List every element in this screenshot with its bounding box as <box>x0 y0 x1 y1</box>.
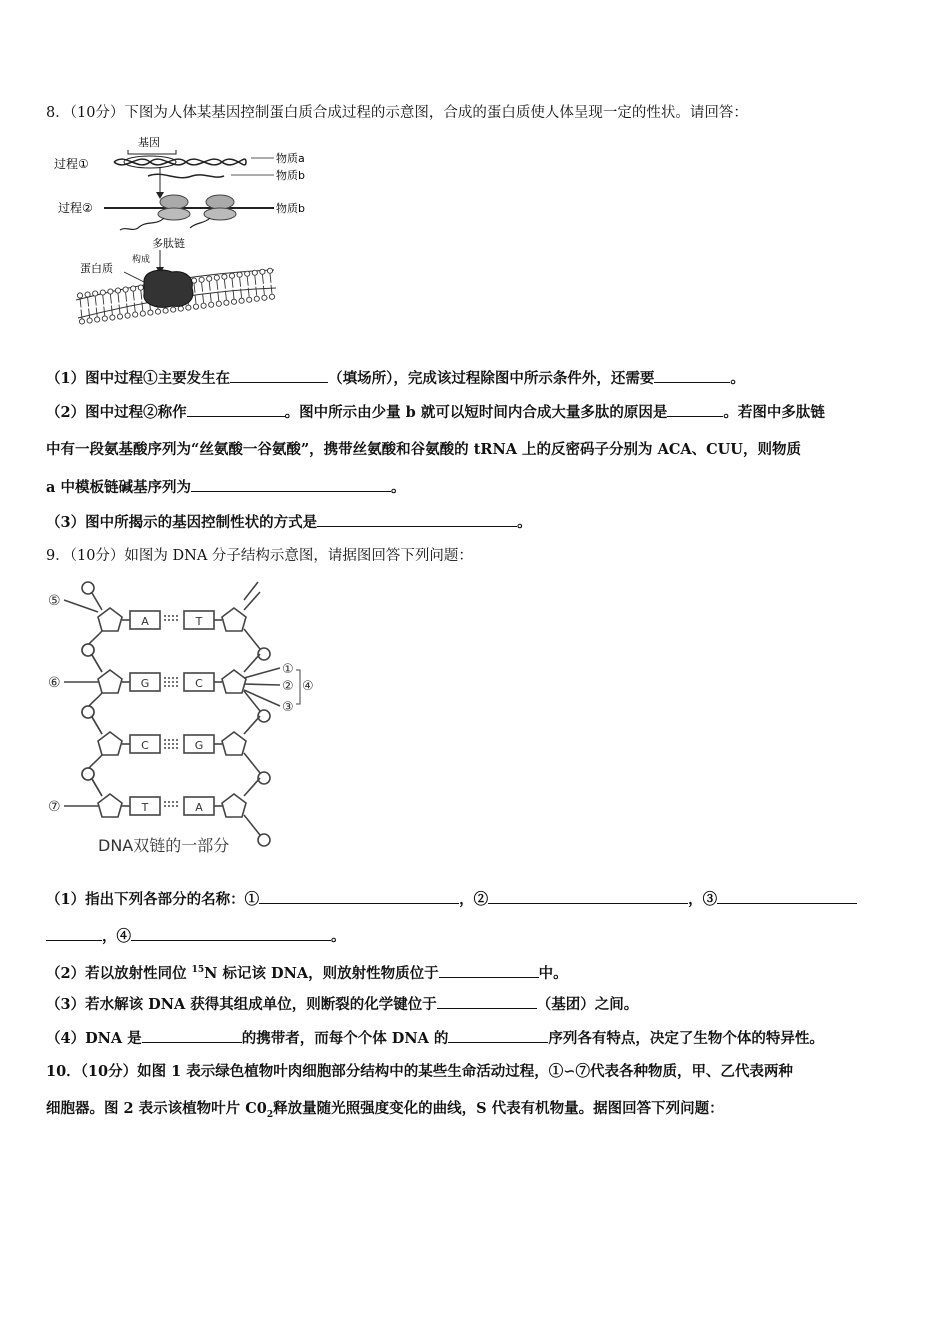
phosphate-left <box>82 706 94 718</box>
phospholipid-head <box>163 308 168 313</box>
blank-q9-5[interactable] <box>439 963 539 978</box>
phospholipid-head <box>100 290 105 295</box>
q8-sub2-line1: （2）图中过程②称作 。图中所示由少量 b 就可以短时间内合成大量多肽的原因是 。若图中多肽链 <box>46 404 825 421</box>
phospholipid-head <box>224 300 229 305</box>
marker-right: ③ <box>282 700 294 715</box>
phospholipid-head <box>245 271 250 276</box>
phosphate-left <box>82 582 94 594</box>
phospholipid-head <box>117 314 122 319</box>
blank-q9-3b[interactable] <box>46 926 102 941</box>
phospholipid-head <box>199 277 204 282</box>
gene-label: 基因 <box>138 136 160 149</box>
marker-left: ⑤ <box>48 593 61 609</box>
deoxyribose-right <box>222 670 246 693</box>
phospholipid-head <box>95 317 100 322</box>
ribosome-2 <box>206 195 234 209</box>
phospholipid-head <box>269 294 274 299</box>
base-right: G <box>194 739 204 752</box>
phospholipid-head <box>267 268 272 273</box>
phospholipid-head <box>254 296 259 301</box>
base-right: T <box>195 615 203 628</box>
substance-b-label-2: 物质b <box>276 202 305 215</box>
phospholipid-head <box>108 289 113 294</box>
phospholipid-head <box>115 288 120 293</box>
compose-label: 构成 <box>132 255 151 265</box>
phospholipid-head <box>148 310 153 315</box>
q8-sub1: （1）图中过程①主要发生在 （填场所），完成该过程除图中所示条件外，还需要 。 <box>46 370 745 387</box>
q9-sub3: （3）若水解该 DNA 获得其组成单位，则断裂的化学键位于 （基团）之间。 <box>46 996 639 1013</box>
blank-q8-1a[interactable] <box>230 368 328 383</box>
phospholipid-head <box>229 273 234 278</box>
phospholipid-head <box>231 299 236 304</box>
dna-caption: DNA双链的一部分 <box>98 836 230 855</box>
q9-sub2: （2）若以放射性同位 $^{15}$N 标记该 DNA，则放射性物质位于 中。 <box>46 964 568 982</box>
phospholipid-head <box>222 274 227 279</box>
blank-q9-1[interactable] <box>259 889 459 904</box>
marker-left: ⑥ <box>48 675 61 691</box>
phospholipid-head <box>201 303 206 308</box>
q10-line1: 10．（10分）如图 1 表示绿色植物叶肉细胞部分结构中的某些生命活动过程，①∽⑦代表各种物质，甲、乙代表两种 <box>46 1063 793 1080</box>
phospholipid-head <box>216 301 221 306</box>
blank-q9-8[interactable] <box>448 1028 548 1043</box>
deoxyribose-right <box>222 608 246 631</box>
phospholipid-head <box>93 291 98 296</box>
blank-q8-2b[interactable] <box>667 402 723 417</box>
phospholipid-head <box>155 309 160 314</box>
phosphate-left <box>82 644 94 656</box>
phospholipid-head <box>131 286 136 291</box>
substance-b-label-1: 物质b <box>276 169 305 182</box>
marker-right: ① <box>282 662 294 677</box>
phosphate-left <box>82 768 94 780</box>
polypeptide-label: 多肽链 <box>152 237 185 250</box>
phospholipid-head <box>171 307 176 312</box>
base-right: A <box>195 801 203 814</box>
deoxyribose-left <box>98 608 122 631</box>
q9-sub1-line2: ，④ 。 <box>46 926 346 947</box>
blank-q8-1b[interactable] <box>654 368 730 383</box>
deoxyribose-right <box>222 732 246 755</box>
q8-header: 8．（10分）下图为人体某基因控制蛋白质合成过程的示意图，合成的蛋白质使人体呈现一定的性状。请回答： <box>46 105 748 121</box>
mrna-strand <box>148 174 224 177</box>
blank-q8-2c[interactable] <box>191 477 391 492</box>
marker-right: ② <box>282 679 294 694</box>
q8-sub3: （3）图中所揭示的基因控制性状的方式是 。 <box>46 514 532 531</box>
phospholipid-head <box>138 285 143 290</box>
substance-a-label: 物质a <box>276 152 305 165</box>
base-left: G <box>140 677 150 690</box>
base-left: C <box>141 739 149 752</box>
q8-sub2-line3: a 中模板链碱基序列为 。 <box>46 479 406 496</box>
blank-q9-7[interactable] <box>142 1028 242 1043</box>
phospholipid-head <box>133 312 138 317</box>
process2-label: 过程② <box>58 201 93 215</box>
phospholipid-head <box>85 292 90 297</box>
base-left: T <box>141 801 149 814</box>
phospholipid-head <box>193 304 198 309</box>
phospholipid-head <box>77 293 82 298</box>
phospholipid-head <box>262 295 267 300</box>
protein-label: 蛋白质 <box>80 262 113 275</box>
phospholipid-head <box>207 276 212 281</box>
phospholipid-head <box>214 275 219 280</box>
phospholipid-head <box>178 306 183 311</box>
q10-line2: 细胞器。图 2 表示该植物叶片 $C0_2$释放量随光照强度变化的曲线，S 代表有机物量。据图回答下列问题： <box>46 1100 724 1120</box>
deoxyribose-left <box>98 732 122 755</box>
base-left: A <box>141 615 149 628</box>
base-right: C <box>195 677 203 690</box>
q8-sub2-line2: 中有一段氨基酸序列为“丝氨酸一谷氨酸”，携带丝氨酸和谷氨酸的 tRNA 上的反密码子分别为 ACA、CUU，则物质 <box>46 441 801 458</box>
deoxyribose-left <box>98 794 122 817</box>
phospholipid-head <box>247 297 252 302</box>
q9-header: 9．（10分）如图为 DNA 分子结构示意图，请据图回答下列问题： <box>46 548 473 564</box>
membrane-protein <box>144 270 193 307</box>
blank-q8-2a[interactable] <box>187 402 285 417</box>
phospholipid-head <box>87 318 92 323</box>
dna-structure-figure <box>44 578 334 860</box>
phospholipid-head <box>237 272 242 277</box>
deoxyribose-right <box>222 794 246 817</box>
phospholipid-head <box>252 270 257 275</box>
blank-q9-6[interactable] <box>437 994 537 1009</box>
deoxyribose-left <box>98 670 122 693</box>
q9-sub1-line1: （1）指出下列各部分的名称：① ，② ，③ <box>46 889 857 910</box>
phosphate-right <box>258 834 270 846</box>
phospholipid-head <box>123 287 128 292</box>
phospholipid-head <box>102 316 107 321</box>
marker-left: ⑦ <box>48 799 61 815</box>
phospholipid-head <box>79 319 84 324</box>
blank-q9-4[interactable] <box>131 926 331 941</box>
phospholipid-head <box>140 311 145 316</box>
phospholipid-head <box>110 315 115 320</box>
blank-q8-3[interactable] <box>317 512 517 527</box>
phospholipid-head <box>209 302 214 307</box>
phospholipid-head <box>186 305 191 310</box>
process1-label: 过程① <box>54 157 89 171</box>
phospholipid-head <box>125 313 130 318</box>
phospholipid-head <box>260 269 265 274</box>
blank-q9-2[interactable] <box>488 889 688 904</box>
marker-right: ④ <box>302 679 314 694</box>
q9-sub4: （4）DNA 是 的携带者，而每个个体 DNA 的 序列各有特点，决定了生物个体的特异性。 <box>46 1030 824 1047</box>
phospholipid-head <box>239 298 244 303</box>
gene-expression-figure <box>46 132 336 337</box>
blank-q9-3a[interactable] <box>717 889 857 904</box>
ribosome-1 <box>160 195 188 209</box>
